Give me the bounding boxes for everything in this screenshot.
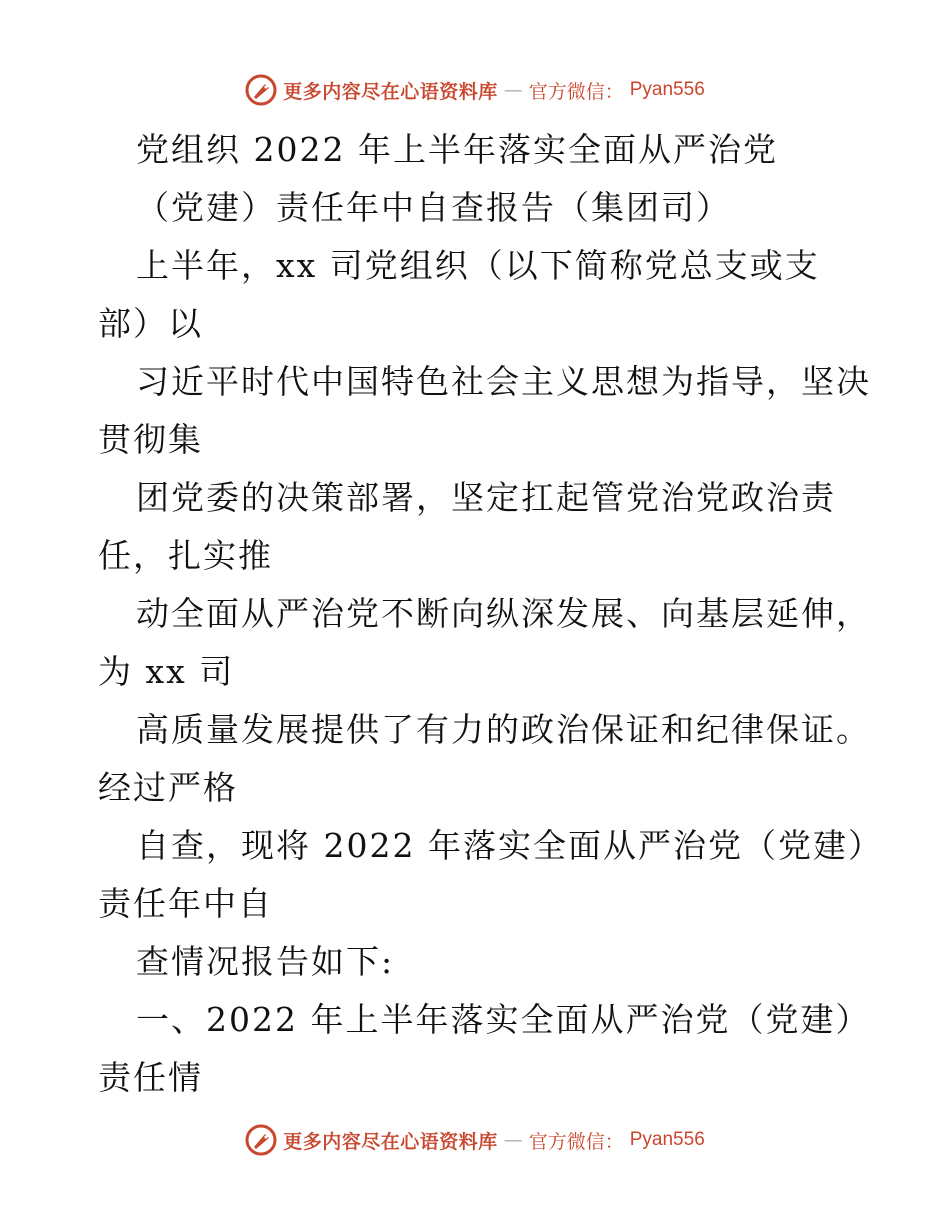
doc-text-line: 自查，现将 2022 年落实全面从严治党（党建） — [136, 826, 883, 865]
doc-text-line: 习近平时代中国特色社会主义思想为指导，坚决 — [136, 362, 871, 401]
doc-text-line: 查情况报告如下: — [136, 942, 395, 981]
watermark-text: 更多内容尽在心语资料库 — [283, 80, 498, 103]
doc-text-line: 上半年，xx 司党组织（以下简称党总支或支 — [136, 246, 820, 285]
doc-text-line: 高质量发展提供了有力的政治保证和纪律保证。 — [136, 710, 871, 749]
pen-nib-logo-icon — [245, 74, 277, 106]
watermark-wechat-id: Pyan556 — [629, 79, 705, 100]
watermark-header — [0, 70, 950, 110]
doc-text-line: 责任情 — [98, 1058, 203, 1097]
watermark-wechat-id: Pyan556 — [629, 1129, 705, 1150]
watermark-wechat-label: 官方微信： — [528, 80, 624, 103]
doc-text-line: 经过严格 — [98, 768, 238, 807]
doc-text-line: 任，扎实推 — [98, 536, 273, 575]
doc-text-line: 团党委的决策部署，坚定扛起管党治党政治责 — [136, 478, 836, 517]
doc-text-line: 责任年中自 — [98, 884, 273, 923]
doc-text-line: 部）以 — [98, 304, 203, 343]
watermark-wechat-label: 官方微信： — [528, 1130, 624, 1153]
doc-text-line: 动全面从严治党不断向纵深发展、向基层延伸， — [136, 594, 871, 633]
watermark-dash: — — [503, 1129, 523, 1151]
watermark-footer — [0, 1120, 950, 1160]
doc-title-line-2: （党建）责任年中自查报告（集团司） — [136, 188, 731, 227]
pen-nib-logo-icon — [245, 1124, 277, 1156]
watermark-dash: — — [503, 79, 523, 101]
doc-text-line: 贯彻集 — [98, 420, 203, 459]
doc-text-line: 为 xx 司 — [98, 652, 235, 691]
doc-section-heading: 一、2022 年上半年落实全面从严治党（党建） — [136, 1000, 871, 1039]
watermark-text: 更多内容尽在心语资料库 — [283, 1130, 498, 1153]
doc-title-line-1: 党组织 2022 年上半年落实全面从严治党 — [136, 130, 778, 169]
